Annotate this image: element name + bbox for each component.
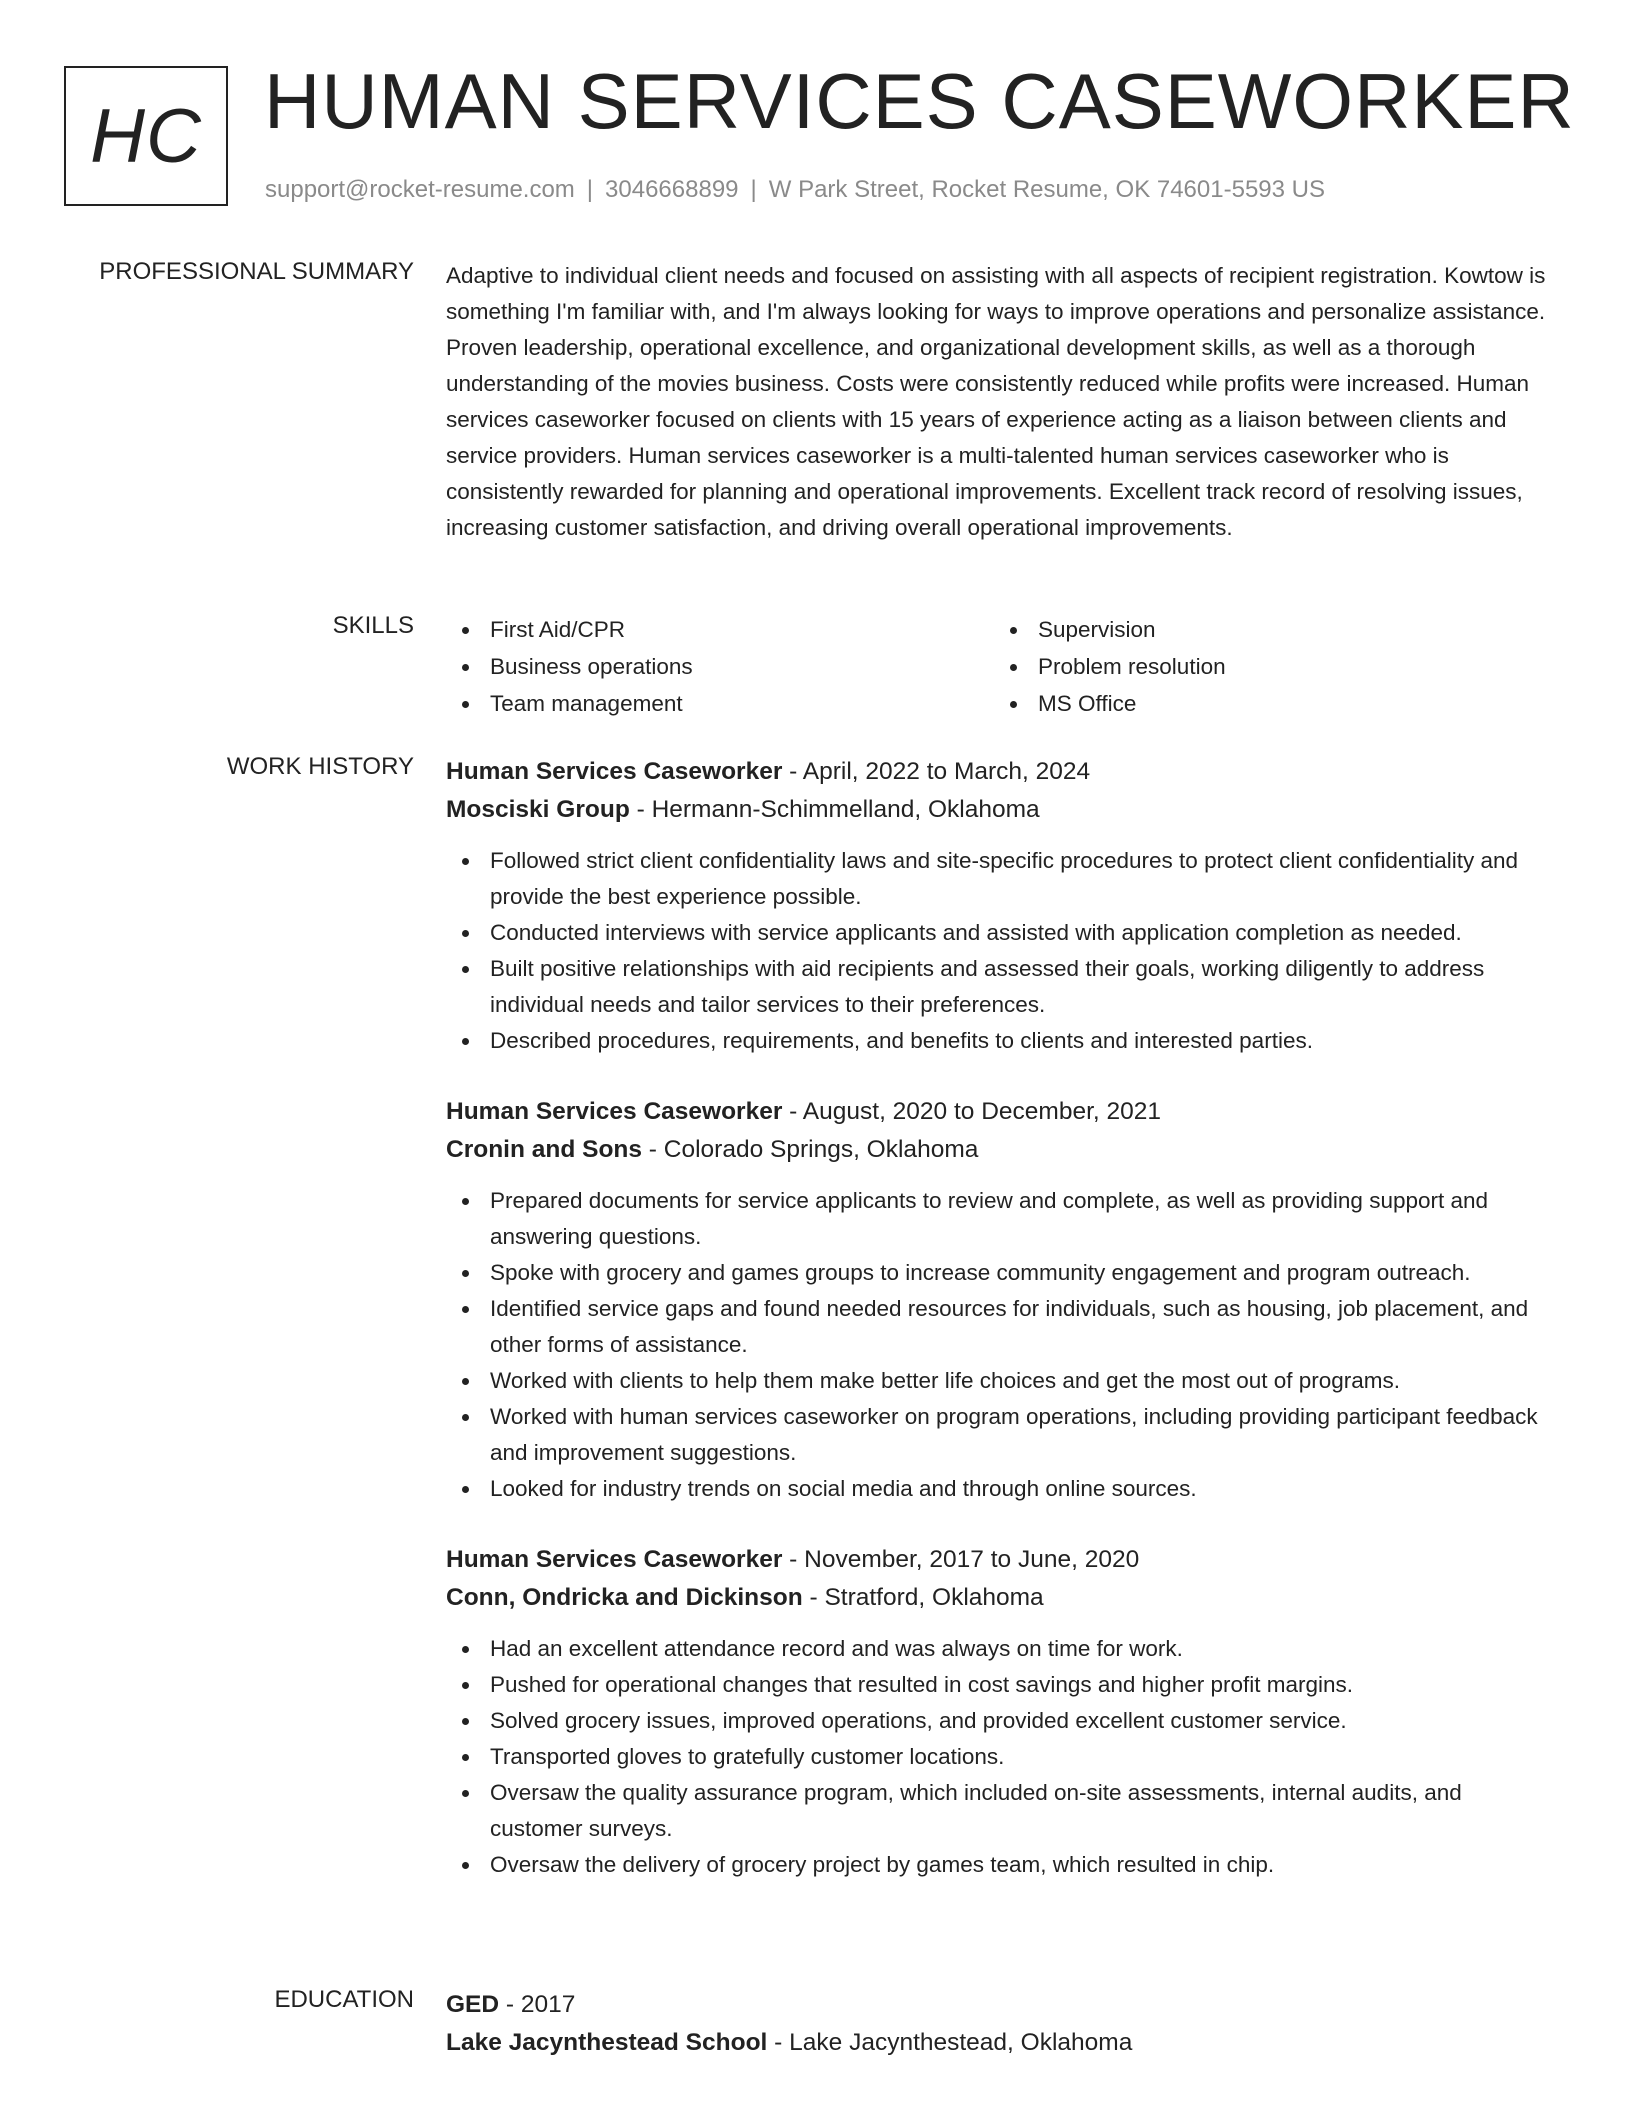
job-title-line [446, 753, 1560, 791]
job-bullet: Transported gloves to gratefully customer locations. [446, 1739, 1560, 1775]
job-bullet: Oversaw the delivery of grocery project by games team, which resulted in chip. [446, 1847, 1560, 1883]
skill-item: MS Office [994, 686, 1542, 722]
summary-heading: PROFESSIONAL SUMMARY [99, 258, 414, 285]
job-company-line [446, 1131, 1560, 1169]
contact-address: W Park Street, Rocket Resume, OK 74601-5593 US [768, 176, 1325, 203]
job-company: Conn, Ondricka and Dickinson [446, 1584, 803, 1611]
job-bullet: Prepared documents for service applicants to review and complete, as well as providing support and answering questions. [446, 1183, 1560, 1255]
job-bullet: Built positive relationships with aid recipients and assessed their goals, working diligently to address individual needs and tailor services to their preferences. [446, 951, 1560, 1023]
job-title: Human Services Caseworker [446, 758, 783, 785]
job-title-line [446, 1093, 1560, 1131]
education-degree-line [446, 1986, 1560, 2024]
job-location: - Hermann-Schimmelland, Oklahoma [629, 796, 1040, 823]
job-entry [446, 1541, 1560, 1883]
education-location: - Lake Jacynthestead, Oklahoma [767, 2029, 1133, 2056]
education-school: Lake Jacynthestead School [446, 2029, 768, 2056]
contact-email[interactable]: support@rocket-resume.com [265, 176, 575, 203]
education-heading: EDUCATION [274, 1986, 414, 2013]
job-title: Human Services Caseworker [446, 1546, 783, 1573]
contact-phone[interactable]: 3046668899 [605, 176, 739, 203]
job-bullet: Described procedures, requirements, and benefits to clients and interested parties. [446, 1023, 1560, 1059]
skills-body [446, 612, 1560, 722]
job-dates: - August, 2020 to December, 2021 [782, 1098, 1162, 1125]
job-bullets [446, 1183, 1560, 1507]
monogram-box [64, 66, 228, 206]
contact-separator: | [586, 176, 594, 203]
skills-list [446, 612, 1560, 722]
work-history-heading: WORK HISTORY [226, 753, 414, 780]
job-location: - Stratford, Oklahoma [802, 1584, 1044, 1611]
resume-title: HUMAN SERVICES CASEWORKER [264, 57, 1575, 145]
skill-item: Team management [446, 686, 994, 722]
summary-text: Adaptive to individual client needs and focused on assisting with all aspects of recipient registration. Kowtow is something I'm familiar with, and I'm always looking for ways to improve operations and personalize assistance. Proven leadership, operational excellence, and organizational development skills, as well as a thorough understanding of the movies business. Costs were consistently reduced while profits were increased. Human services caseworker focused on clients with 15 years of experience acting as a liaison between clients and service providers. Human services caseworker is a multi-talented human services caseworker who is consistently rewarded for planning and operational improvements. Excellent track record of resolving issues, increasing customer satisfaction, and driving overall operational improvements. [446, 263, 1546, 540]
job-title-line [446, 1541, 1560, 1579]
job-dates: - April, 2022 to March, 2024 [782, 758, 1091, 785]
education-year: - 2017 [499, 1991, 576, 2018]
skill-item: Problem resolution [994, 649, 1542, 685]
job-company-line [446, 791, 1560, 829]
job-bullet: Identified service gaps and found needed resources for individuals, such as housing, job placement, and other forms of assistance. [446, 1291, 1560, 1363]
job-bullets [446, 1631, 1560, 1883]
education-degree: GED [446, 1991, 500, 2018]
job-title: Human Services Caseworker [446, 1098, 783, 1125]
monogram-initials: HC [90, 93, 202, 179]
skills-heading: SKILLS [332, 612, 414, 639]
job-entry [446, 753, 1560, 1059]
job-location: - Colorado Springs, Oklahoma [642, 1136, 979, 1163]
skill-item: First Aid/CPR [446, 612, 994, 648]
contact-line [265, 176, 1325, 204]
job-bullet: Solved grocery issues, improved operations, and provided excellent customer service. [446, 1703, 1560, 1739]
job-bullet: Had an excellent attendance record and was always on time for work. [446, 1631, 1560, 1667]
job-bullet: Looked for industry trends on social media and through online sources. [446, 1471, 1560, 1507]
job-bullet: Conducted interviews with service applicants and assisted with application completion as needed. [446, 915, 1560, 951]
job-bullet: Worked with clients to help them make better life choices and get the most out of programs. [446, 1363, 1560, 1399]
education-body [446, 1986, 1560, 2062]
job-bullet: Spoke with grocery and games groups to increase community engagement and program outreach. [446, 1255, 1560, 1291]
job-bullet: Pushed for operational changes that resulted in cost savings and higher profit margins. [446, 1667, 1560, 1703]
job-company: Mosciski Group [446, 796, 630, 823]
job-company-line [446, 1579, 1560, 1617]
skill-item: Business operations [446, 649, 994, 685]
skill-item: Supervision [994, 612, 1542, 648]
job-entry [446, 1093, 1560, 1507]
contact-separator: | [750, 176, 757, 203]
job-bullet: Followed strict client confidentiality laws and site-specific procedures to protect client confidentiality and provide the best experience possible. [446, 843, 1560, 915]
job-bullet: Worked with human services caseworker on program operations, including providing participant feedback and improvement suggestions. [446, 1399, 1560, 1471]
job-dates: - November, 2017 to June, 2020 [782, 1546, 1140, 1573]
job-company: Cronin and Sons [446, 1136, 642, 1163]
work-history-body [446, 753, 1560, 1917]
summary-body [446, 258, 1560, 546]
job-bullet: Oversaw the quality assurance program, which included on-site assessments, internal audits, and customer surveys. [446, 1775, 1560, 1847]
education-school-line [446, 2024, 1560, 2062]
job-bullets [446, 843, 1560, 1059]
